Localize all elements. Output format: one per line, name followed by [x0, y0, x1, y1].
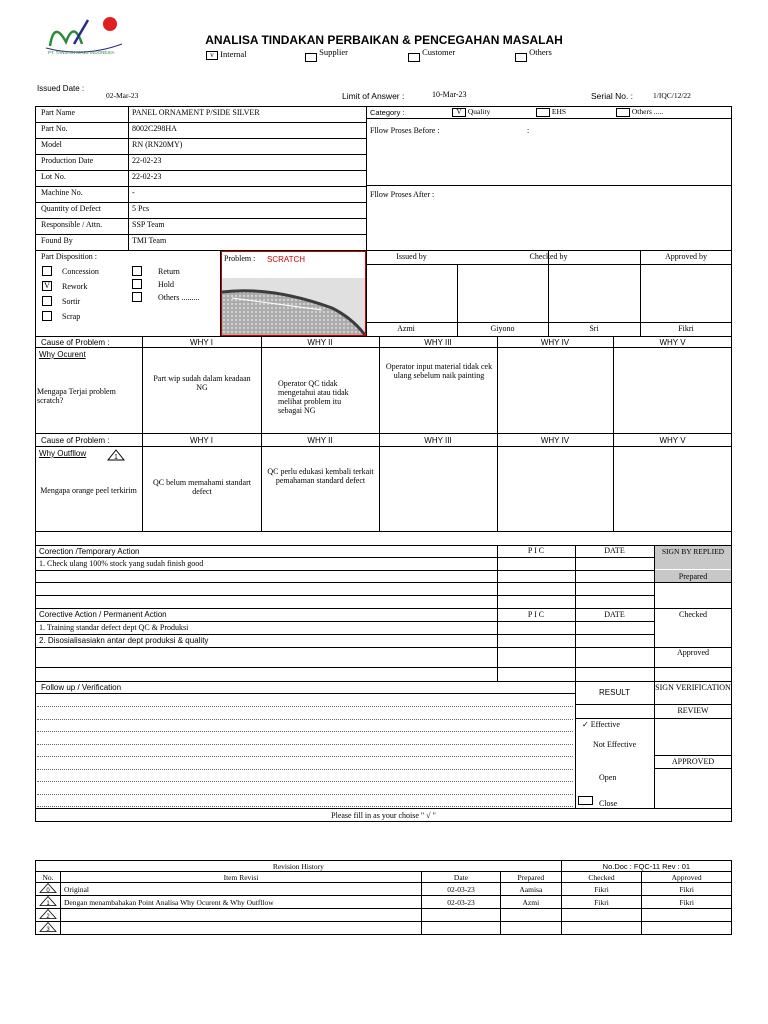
disposition-checkbox[interactable] [132, 292, 142, 302]
svg-text:2: 2 [46, 914, 50, 919]
result-close[interactable]: Close [599, 799, 618, 808]
problem-value: SCRATCH [267, 255, 306, 264]
why-header: WHY III [424, 436, 452, 445]
check-mark-icon: ✓ [582, 720, 589, 729]
disposition-option-label: Scrap [62, 312, 81, 321]
revision-header-cell: Item Revisi [61, 872, 422, 883]
signer-approved: Fikri [678, 324, 694, 333]
why-header: WHY V [659, 436, 686, 445]
form-frame [35, 106, 732, 822]
checked-label: Checked [679, 610, 707, 619]
svg-text:1: 1 [114, 454, 118, 461]
followup-dotted-line [37, 744, 573, 745]
source-supplier[interactable]: Supplier [305, 51, 348, 62]
review-label: REVIEW [677, 706, 709, 715]
flow-before-colon: : [527, 126, 530, 135]
followup-dotted-line [37, 769, 573, 770]
disposition-option-label: Others ......... [158, 293, 200, 302]
part-info-label: Quantity of Defect [41, 204, 101, 213]
revision-header-cell: Checked [561, 872, 642, 883]
correction-item-1: 1. Check ulang 100% stock yang sudah finish good [39, 559, 204, 568]
part-info-label: Found By [41, 236, 73, 245]
source-customer[interactable]: Customer [408, 51, 455, 62]
checkbox-customer[interactable] [408, 53, 420, 62]
outflow-question: Mengapa orange peel terkirim [40, 486, 137, 495]
checked-by-header: Checked by [529, 252, 568, 261]
revision-prepared [501, 909, 562, 922]
disposition-option-label: Rework [62, 282, 88, 291]
why-header: WHY IV [540, 338, 570, 347]
svg-text:0: 0 [46, 888, 50, 893]
part-info-value: 22-02-23 [132, 156, 162, 165]
disposition-checkbox[interactable] [132, 279, 142, 289]
prepared-label: Prepared [678, 572, 708, 581]
warning-triangle-icon [107, 449, 125, 463]
followup-dotted-line [37, 756, 573, 757]
disposition-checkbox[interactable] [42, 311, 52, 321]
why-header: WHY I [190, 338, 213, 347]
revision-date: 02-03-23 [422, 896, 501, 909]
category-label: Category : [370, 108, 405, 117]
revision-header-cell: Date [422, 872, 501, 883]
revision-approved [642, 922, 732, 935]
disposition-checkbox[interactable] [132, 266, 142, 276]
corrective-title: Corective Action / Permanent Action [39, 610, 167, 619]
signer-checked-2: Sri [589, 324, 599, 333]
revision-item: Original [61, 883, 422, 896]
corrective-pic-header: P I C [527, 610, 545, 619]
issued-date-label: Issued Date : [37, 84, 85, 93]
part-info-value: SSP Team [132, 220, 165, 229]
occurrence-why2: Operator QC tidak mengetahui atau tidak melihat problem itu sebagai NG [278, 379, 349, 415]
revision-title: Revision History [36, 861, 562, 872]
correction-title: Corection /Temporary Action [39, 547, 140, 556]
revision-row [36, 922, 732, 935]
revision-item: Dengan menambahakan Point Analisa Why Ocurent & Why Outfllow [61, 896, 422, 909]
revision-item [61, 922, 422, 935]
checkbox-supplier[interactable] [305, 53, 317, 62]
disposition-label: Part Disposition : [41, 252, 98, 261]
problem-photo [222, 278, 365, 335]
corrective-item-1: 1. Training standar defect dept QC & Produksi [39, 623, 189, 632]
disposition-checkbox[interactable] [42, 266, 52, 276]
svg-text:1: 1 [46, 901, 50, 906]
disposition-option-label: Sortir [62, 297, 81, 306]
outflow-why2: QC perlu edukasi kembali terkait pemahaman standard defect [267, 467, 374, 485]
revision-row [36, 883, 732, 896]
followup-dotted-line [37, 706, 573, 707]
revision-history-table [35, 860, 732, 935]
revision-date [422, 922, 501, 935]
part-info-value: 22-02-23 [132, 172, 162, 181]
serial-value: 1/IQC/12/22 [653, 91, 691, 100]
footer-note: Please fill in as your choise " √ " [331, 811, 436, 820]
followup-dotted-line [37, 806, 573, 807]
signer-checked-1: Giyono [490, 324, 515, 333]
part-info-value: - [132, 188, 135, 197]
serial-label: Serial No. : [591, 91, 634, 101]
revision-prepared [501, 922, 562, 935]
why-header: WHY II [307, 436, 333, 445]
signer-issued: Azmi [397, 324, 415, 333]
checkbox-internal[interactable]: v [206, 51, 218, 60]
revision-header-cell: Prepared [501, 872, 562, 883]
followup-dotted-line [37, 719, 573, 720]
occurrence-why3: Operator input material tidak cek ulang sebelum naik painting [385, 362, 493, 380]
doc-number: No.Doc : FQC-11 Rev : 01 [561, 861, 731, 872]
page-title: ANALISA TINDAKAN PERBAIKAN & PENCEGAHAN MASALAH [205, 33, 563, 47]
result-open[interactable]: Open [599, 773, 617, 782]
part-info-label: Production Date [41, 156, 94, 165]
revision-row [36, 896, 732, 909]
disposition-option-label: Hold [158, 280, 174, 289]
part-info-value: 5 Pcs [132, 204, 150, 213]
revision-checked [561, 909, 642, 922]
result-effective[interactable]: ✓ Effective [582, 720, 620, 729]
why-outflow-title: Why Outfllow [39, 449, 87, 458]
followup-dotted-line [37, 794, 573, 795]
why-header: WHY III [424, 338, 452, 347]
part-info-value: PANEL ORNAMENT P/SIDE SILVER [132, 108, 260, 117]
part-info-label: Machine No. [41, 188, 83, 197]
outflow-why1: QC belum memahami standart defect [153, 478, 251, 496]
logo-text: PT. TANSHIN MAJU INDONESIA [48, 50, 115, 55]
part-info-label: Model [41, 140, 62, 149]
revision-number-icon [36, 922, 61, 935]
occurrence-question: Mengapa Terjai problem scratch? [37, 387, 116, 405]
revision-prepared: Aamisa [501, 883, 562, 896]
issued-by-header: Issued by [396, 252, 427, 261]
why-header: WHY V [659, 338, 686, 347]
correction-pic-header: P I C [527, 546, 545, 555]
cause-of-problem-label: Cause of Problem : [41, 436, 110, 445]
part-info-value: RN (RN20MY) [132, 140, 183, 149]
part-info-label: Lot No. [41, 172, 66, 181]
revision-number-icon [36, 909, 61, 922]
corrective-date-header: DATE [604, 610, 625, 619]
revision-checked: Fikri [561, 883, 642, 896]
revision-prepared: Azmi [501, 896, 562, 909]
checkbox-others[interactable] [515, 53, 527, 62]
why-header: WHY II [307, 338, 333, 347]
revision-number-icon [36, 896, 61, 909]
revision-approved: Fikri [642, 883, 732, 896]
disposition-option-label: Concession [62, 267, 99, 276]
category-quality[interactable]: V Quality [452, 107, 490, 117]
revision-row [36, 909, 732, 922]
sign-verification-label: SIGN VERIFICATION [655, 683, 731, 692]
corrective-item-2: 2. Disosialisasiakn antar dept produksi & quality [39, 636, 209, 645]
svg-text:3: 3 [46, 927, 50, 932]
revision-header-cell: Approved [642, 872, 732, 883]
category-ehs[interactable]: EHS [536, 107, 566, 117]
revision-checked [561, 922, 642, 935]
revision-date: 02-03-23 [422, 883, 501, 896]
revision-number-icon [36, 883, 61, 896]
source-internal[interactable]: v Internal [206, 49, 247, 60]
limit-label: Limit of Answer : [342, 91, 405, 101]
flow-after-label: Fllow Proses After : [370, 190, 435, 199]
approved-verification-label: APPROVED [671, 757, 715, 766]
approved-by-header: Approved by [665, 252, 707, 261]
disposition-checkbox[interactable] [42, 296, 52, 306]
part-info-label: Part Name [41, 108, 75, 117]
category-others[interactable]: Others ..... [616, 107, 663, 117]
result-label: RESULT [599, 688, 630, 697]
part-info-value: TMI Team [132, 236, 167, 245]
close-checkbox[interactable] [578, 796, 593, 805]
part-info-label: Responsible / Attn. [41, 220, 103, 229]
followup-dotted-line [37, 731, 573, 732]
revision-approved [642, 909, 732, 922]
problem-label: Problem : [224, 254, 256, 263]
revision-header-cell: No. [36, 872, 61, 883]
part-info-label: Part No. [41, 124, 68, 133]
cause-of-problem-label: Cause of Problem : [41, 338, 110, 347]
followup-dotted-line [37, 781, 573, 782]
revision-item [61, 909, 422, 922]
followup-title: Follow up / Verification [41, 683, 122, 692]
occurrence-why1: Part wip sudah dalam keadaan NG [153, 374, 251, 392]
why-header: WHY I [190, 436, 213, 445]
part-info-value: 8002C298HA [132, 124, 177, 133]
revision-checked: Fikri [561, 896, 642, 909]
source-others[interactable]: Others [515, 51, 552, 62]
disposition-option-label: Return [158, 267, 180, 276]
correction-date-header: DATE [604, 546, 625, 555]
result-not-effective[interactable]: Not Effective [593, 740, 637, 749]
why-header: WHY IV [540, 436, 570, 445]
flow-before-label: Fllow Proses Before : [370, 126, 440, 135]
sign-by-replied-label: SIGN BY REPLIED [661, 547, 725, 556]
revision-approved: Fikri [642, 896, 732, 909]
why-occurrence-title: Why Ocurent [39, 350, 86, 359]
issued-date-value: 02-Mar-23 [106, 91, 139, 100]
revision-date [422, 909, 501, 922]
disposition-checkbox[interactable]: V [42, 281, 52, 291]
limit-value: 10-Mar-23 [432, 90, 467, 99]
approved-label: Approved [677, 648, 709, 657]
